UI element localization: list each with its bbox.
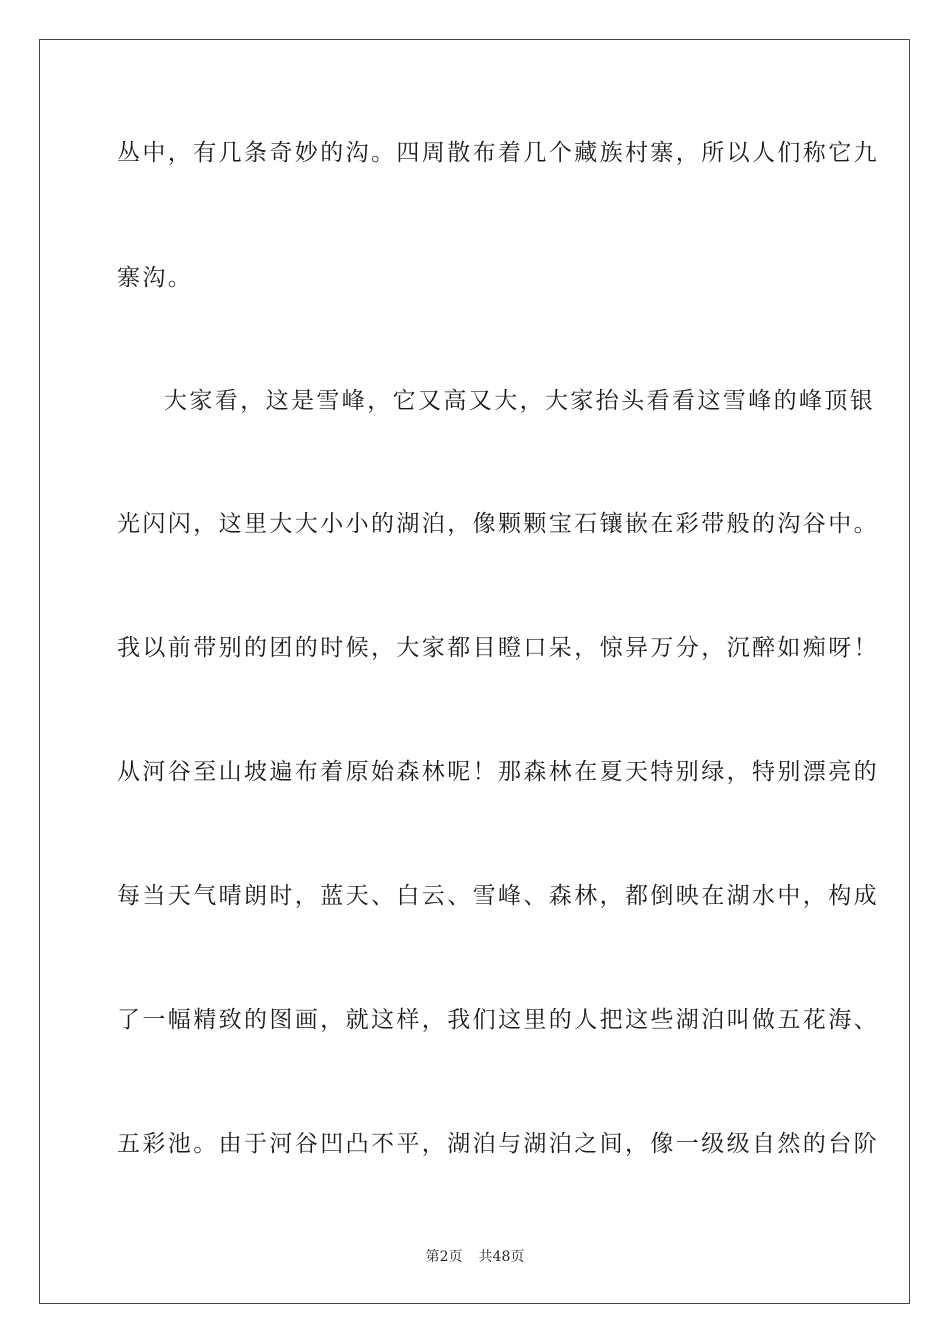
- body-text-line: 我以前带别的团的时候，大家都目瞪口呆，惊异万分，沉醉如痴呀！: [117, 635, 879, 661]
- body-text-line: 寨沟。: [117, 265, 194, 291]
- page-number: 第2页: [425, 1249, 463, 1265]
- body-text-line: 大家看，这是雪峰，它又高又大，大家抬头看看这雪峰的峰顶银: [164, 388, 876, 414]
- page-border: [39, 39, 910, 1304]
- body-text-line: 光闪闪，这里大大小小的湖泊，像颗颗宝石镶嵌在彩带般的沟谷中。: [117, 511, 879, 537]
- body-text-line: 从河谷至山坡遍布着原始森林呢！那森林在夏天特别绿，特别漂亮的: [117, 759, 879, 785]
- body-text-line: 丛中，有几条奇妙的沟。四周散布着几个藏族村寨，所以人们称它九: [117, 140, 879, 166]
- page-footer: [0, 1248, 950, 1266]
- body-text-line: 了一幅精致的图画，就这样，我们这里的人把这些湖泊叫做五花海、: [117, 1007, 879, 1033]
- body-text-line: 每当天气晴朗时，蓝天、白云、雪峰、森林，都倒映在湖水中，构成: [117, 883, 879, 909]
- page-total: 共48页: [478, 1249, 525, 1265]
- body-text-line: 五彩池。由于河谷凹凸不平，湖泊与湖泊之间，像一级级自然的台阶: [117, 1131, 879, 1157]
